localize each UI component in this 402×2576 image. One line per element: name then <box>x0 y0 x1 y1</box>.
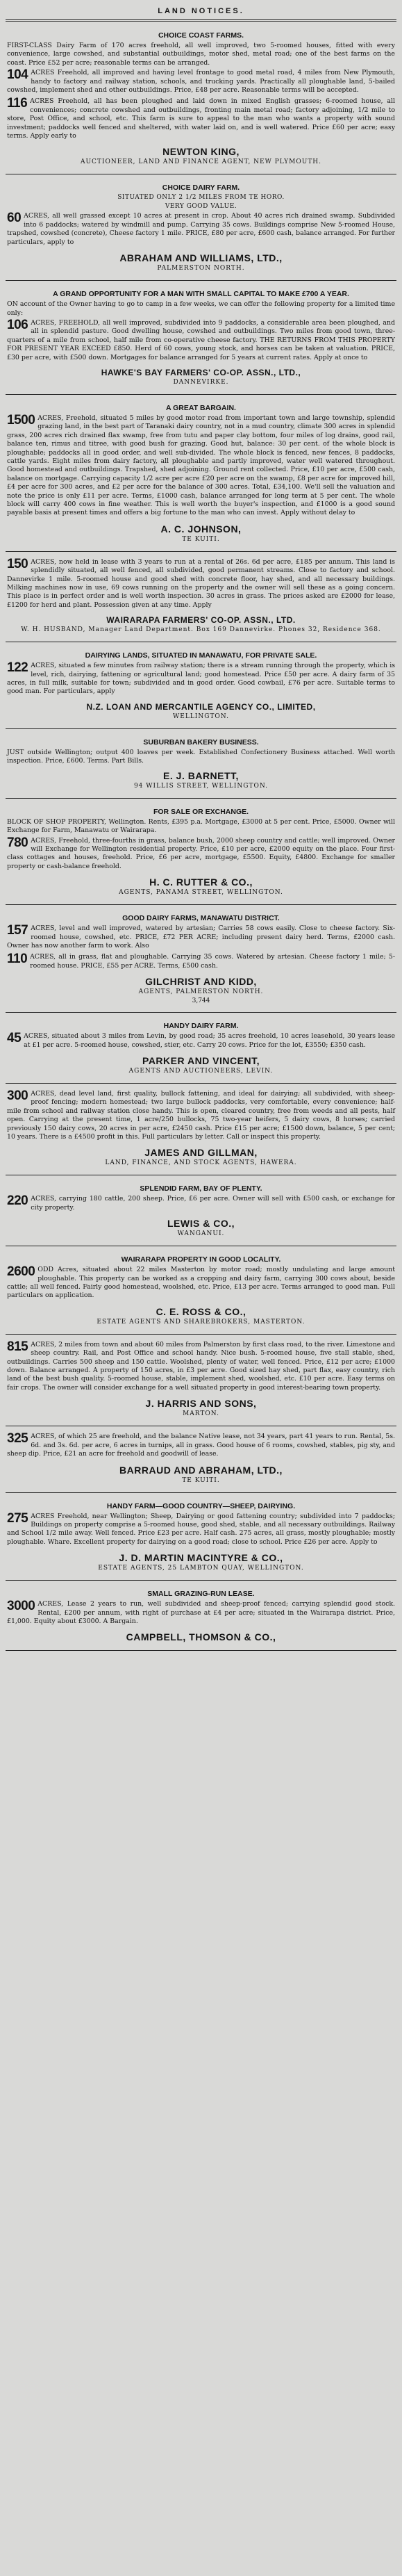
agent-address: WELLINGTON. <box>173 712 229 720</box>
advert-choice-coast-farms <box>6 26 396 170</box>
advert-divider <box>6 394 396 395</box>
advert-divider <box>6 798 396 799</box>
advert-paragraph <box>7 1433 395 1458</box>
advert-title: CHOICE COAST FARMS. <box>158 31 244 40</box>
agent-address: W. H. HUSBAND, Manager Land Department. Box 169 Dannevirke. Phones 32, Residence 368. <box>21 626 381 634</box>
acreage-figure: 106 <box>7 317 28 332</box>
advert-paragraph <box>7 42 395 67</box>
agent-name: J. HARRIS AND SONS, <box>145 1398 257 1410</box>
advert-divider <box>6 728 396 729</box>
advert-body-text: ACRES, of which 25 are freehold, and the balance Native lease, not 34 years, part 41 years to run. Rental, 5s. 6d. and 3s. 6d. per acre, 6 acres in turnips, all in grass. Good house of 6 rooms, cowshed, stables, pig sty, and sheep dip. Price, £21 an acre for freehold and goodwill of lease. <box>7 1433 395 1458</box>
acreage-figure: 2600 <box>7 1264 35 1280</box>
acreage-figure: 104 <box>7 67 28 83</box>
advert-body-text: ACRES, now held in lease with 3 years to run at a rental of 26s. 6d per acre, £185 per annum. This land is splendidly situated, all well fenced, all subdivided, good permanent streams. Close to factory and school. Dannevirke 1 mile. 5-roomed house and good shed with concrete floor, hay shed, and all necessary buildings. Milking machines now in use, 69 cows running on the property and the owner will sell these as a going concern. This place is in perfect order and is well worth inspection. 30 acres in grass. The prices asked are £2000 for lease, £1200 for herd and plant. Possession given at any time. Apply <box>7 557 395 609</box>
advert-paragraph <box>7 319 395 362</box>
agent-name: J. D. MARTIN MACINTYRE & CO., <box>119 1552 283 1564</box>
advert-paragraph <box>7 1341 395 1392</box>
advert-paragraph <box>7 1510 395 1547</box>
agent-address: PALMERSTON NORTH. <box>157 265 245 272</box>
acreage-figure: 122 <box>7 660 28 676</box>
agent-address: LAND, FINANCE, AND STOCK AGENTS, HAWERA. <box>105 1159 297 1167</box>
advert-body-text: ACRES, all in grass, flat and ploughable. Carrying 35 cows. Watered by artesian. Cheese factory 1 mile; 5-roomed house. PRICE, £55 per ACRE. Terms, £500 cash. <box>30 953 395 970</box>
agent-name: LEWIS & CO., <box>167 1218 235 1230</box>
advert-title: WAIRARAPA PROPERTY IN GOOD LOCALITY. <box>121 1255 281 1264</box>
advert-dairying-lands-nz <box>6 646 396 725</box>
agent-name: HAWKE'S BAY FARMERS' CO-OP. ASSN., LTD., <box>101 367 301 377</box>
advert-wairarapa-farmers <box>6 555 396 638</box>
advert-divider <box>6 1334 396 1335</box>
acreage-figure: 157 <box>7 923 28 938</box>
advert-body-text: FIRST-CLASS Dairy Farm of 170 acres freehold, all well improved, two 5-roomed houses, fitted with every convenience, large cowshed, and substantial outbuildings, motor shed, metal road; one of the best farms on the coast. Price £52 per acre; reasonable terms can be arranged. <box>7 42 395 67</box>
advert-paragraph <box>7 749 395 766</box>
acreage-figure: 3000 <box>7 1599 35 1614</box>
acreage-figure: 275 <box>7 1510 28 1526</box>
advert-reference: 3,744 <box>192 997 210 1005</box>
agent-address: AGENTS AND AUCTIONEERS, LEVIN. <box>128 1067 274 1075</box>
advert-divider <box>6 551 396 552</box>
acreage-figure: 220 <box>7 1193 28 1209</box>
acreage-figure: 150 <box>7 556 28 571</box>
agent-name: E. J. BARNETT, <box>163 769 239 781</box>
advert-small-grazing-run <box>6 1584 396 1647</box>
agent-name: WAIRARAPA FARMERS' CO-OP. ASSN., LTD. <box>106 615 296 626</box>
agent-address: ESTATE AGENTS, 25 LAMBTON QUAY, WELLINGTON. <box>98 1565 304 1572</box>
advert-body-text: ACRES, Lease 2 years to run, well subdivided and sheep-proof fenced; carrying splendid good stock. Rental, £200 per annum, with right of purchase at £4 per acre; situated in the Wairarapa district. Price, £1,000. Equity about £3000. A Bargain. <box>7 1600 395 1625</box>
advert-handy-dairy-farm <box>6 1016 396 1079</box>
advert-body-text: ACRES, Freehold, situated 5 miles by good motor road from important town and large township, splendid grazing land, in the best part of Taranaki dairy country, not in a mud country, climate 300 acres in splendid grass, 200 acres rich drained flax swamp, free from tutu and paper clay bottom, four miles of log drains, good rail, balance ten, rimus and titree, with good bush for grazing. Good hut, balance: 30 per cent. of the whole block is ploughable; paddocks all in good order, and well sub-divided. The whole block is fenced, new fences, 8 paddocks, cattle yards. Eight miles from dairy factory, all ploughable and partly improved, water well watered throughout. Good homestead and outbuildings. Trapshed, shed adjoining. Ground rent collected. Price, £10 per acre, £500 cash, balance on mortgage. Carrying capacity 1/2 acre per acre £20 per acre on the swamp, £8 per acre for improved hill, £4 per acre for 300 acres, and £2 per acre for the balance of 300 acres. Total, £34,100. We'll sell the valuation and note the price is only £11 per acre. Terms, £1000 cash, balance arranged for long term at 5 per cent. The whole block will carry 400 cows in fine weather. This is well worth the buyer's inspection, and £1000 is a good sound payable basis at present times and offers a big fortune to the man who can invest. Apply without delay to <box>7 414 395 517</box>
advert-paragraph <box>7 69 395 95</box>
advert-body-text: ACRES, situated a few minutes from railway station; there is a stream running through the property, which is level, rich, dairying, fattening or agricultural land; good homestead. Price £50 per acre. A dairy farm of 35 acres, in full milk, suitable for town; subdivided and in good order. Good cowbail, £76 per acre. Suitable terms to good man. For particulars, apply <box>7 662 395 696</box>
advert-paragraph <box>7 97 395 140</box>
advert-body-text: ODD Acres, situated about 22 miles Masterton by motor road; mostly undulating and large amount ploughable. This property can be worked as a cropping and dairy farm, carrying 300 cows about, beside cattle; all well fenced. Fairly good homestead, woolshed, etc. Price, £13 per acre. Terms arranged to good man. Full particulars on application. <box>7 1266 395 1300</box>
advert-body-text: ACRES, carrying 180 cattle, 200 sheep. Price, £6 per acre. Owner will sell with £500 cash, or exchange for city property. <box>31 1195 395 1212</box>
acreage-figure: 300 <box>7 1088 28 1103</box>
advert-paragraph <box>7 1032 395 1050</box>
ads-container <box>6 26 396 1651</box>
agent-address: DANNEVIRKE. <box>173 378 229 386</box>
agent-address: AUCTIONEER, LAND AND FINANCE AGENT, NEW PLYMOUTH. <box>80 158 322 166</box>
advert-divider <box>6 1650 396 1651</box>
advert-body-text: ACRES, level and well improved, watered by artesian; Carries 58 cows easily. Close to cheese factory. Six-roomed house, cowshed, etc. PRICE, £72 PER ACRE; including present dairy herd. Terms, £2000 cash. Owner has now another farm to work. Also <box>7 924 395 949</box>
advert-title: CHOICE DAIRY FARM. <box>162 184 240 193</box>
advert-body-text: ACRES Freehold, all improved and having level frontage to good metal road, 4 miles from New Plymouth, handy to factory and railway station, schools, and trucking yards. Practically all ploughable land, 5-bailed cowshed, implement shed and other outbuildings. Price, £48 per acre. Reasonable terms will be accepted. <box>7 69 395 95</box>
advert-body-text: ACRES Freehold, near Wellington; Sheep, Dairying or good fattening country; subdivided into 7 paddocks; Buildings on property comprise a 5-roomed house, good shed, stable, and all necessary outbuildings. Railway and School 1/2 mile away. Well fenced. Price £23 per acre. Half cash. 275 acres, all grass, mostly ploughable; mostly ploughable. Whare. Excellent property for dairying on a good road; close to school. Price £26 per acre. Apply to <box>7 1512 395 1546</box>
acreage-figure: 325 <box>7 1431 28 1446</box>
advert-barraud-and-abraham <box>6 1430 396 1488</box>
agent-name: C. E. ROSS & CO., <box>156 1305 246 1317</box>
agent-name: GILCHRIST AND KIDD, <box>145 976 257 988</box>
acreage-figure: 116 <box>7 96 28 111</box>
agent-name: N.Z. LOAN AND MERCANTILE AGENCY CO., LIMITED, <box>86 701 316 712</box>
advert-paragraph <box>7 662 395 696</box>
advert-paragraph <box>7 1266 395 1301</box>
land-notices-page <box>6 0 396 1651</box>
agent-name: H. C. RUTTER & CO., <box>149 877 253 888</box>
acreage-figure: 110 <box>7 952 28 967</box>
advert-title: A GREAT BARGAIN. <box>166 403 236 412</box>
advert-for-sale-exchange <box>6 802 396 901</box>
advert-body-text: ACRES, dead level land, first quality, bullock fattening, and ideal for dairying; all subdivided, with sheep-proof fencing; modern homestead; two large bullock paddocks, very comfortable, every convenience; half-mile from school and railway station close handy. This is open, cleared country, free from weeds and all pests, half open. Carrying at the present time, 1 acre/250 bullocks, 75 two-year heifers, 5 dairy cows, 8 horses; carried previously 150 dairy cows, 20 acres in per acre, £2450 cash. Price £15 per acre; £1500 down, balance, 5 per cent; 10 years. There is a £4500 profit in this. Full particulars by letter. Call or inspect this property. <box>7 1089 395 1141</box>
advert-paragraph <box>7 1090 395 1141</box>
advert-paragraph <box>7 837 395 872</box>
advert-subtitle-2: VERY GOOD VALUE. <box>165 203 237 211</box>
agent-name: BARRAUD AND ABRAHAM, LTD., <box>119 1464 283 1476</box>
column-title: LAND NOTICES. <box>158 7 244 15</box>
acreage-figure: 1500 <box>7 412 35 427</box>
agent-address: TE KUITI. <box>182 1476 220 1484</box>
advert-divider <box>6 904 396 905</box>
agent-name: A. C. JOHNSON, <box>160 523 242 535</box>
advert-subtitle: SITUATED ONLY 2 1/2 MILES FROM TE HORO. <box>117 194 285 202</box>
advert-body-text: ACRES, all well grassed except 10 acres at present in crop. About 40 acres rich drained swamp. Subdivided into 6 paddocks; watered by windmill and pump. Carrying 35 cows. Buildings comprise New 5-roomed House, trapshed, cowshed (concrete), Cheese factory 1 mile. PRICE, £80 per acre, £600 cash, balance arranged. For further particulars, apply to <box>7 212 395 246</box>
advert-paragraph <box>7 1600 395 1626</box>
advert-title: DAIRYING LANDS, SITUATED IN MANAWATU, FOR PRIVATE SALE. <box>85 651 317 660</box>
acreage-figure: 60 <box>7 211 22 226</box>
advert-body-text: ACRES, FREEHOLD, all well improved, subdivided into 9 paddocks, a considerable area been ploughed, and all in splendid pasture. Good dwelling house, cowshed and outbuildings. Two miles from good town, three-quarters of a mile from school, half mile from co-operative cheese factory. THE RETURNS FROM THIS PROPERTY FOR PRESENT YEAR EXCEED £850. Herd of 60 cows, young stock, and horses can be taken at valuation. PRICE, £30 per acre, with £500 down. Mortgages for balance arranged for 5 years at current rates. Apply at once to <box>7 318 395 361</box>
advert-paragraph <box>7 414 395 518</box>
advert-divider <box>6 1492 396 1493</box>
advert-title: HANDY DAIRY FARM. <box>163 1022 239 1031</box>
advert-body-text: BLOCK OF SHOP PROPERTY, Wellington. Rents, £395 p.a. Mortgage, £3000 at 5 per cent. Price, £5000. Owner will Exchange for Farm, Manawatu or Wairarapa. <box>7 817 395 835</box>
advert-paragraph <box>7 212 395 247</box>
advert-body-text: ACRES, Freehold, three-fourths in grass, balance bush, 2000 sheep country and cattle; well improved. Owner will Exchange for Wellington residential property. Price, £10 per acre, £2000 equity on the place. Four first-class cottages and houses, freehold. Price, £6 per acre, mortgage, £5500. Equity, £4800. Exchange for smaller property or cash-balance freehold. <box>7 836 395 870</box>
advert-divider <box>6 280 396 281</box>
advert-title: FOR SALE OR EXCHANGE. <box>153 807 249 816</box>
advert-body-text: ACRES Freehold, all has been ploughed and laid down in mixed English grasses; 6-roomed house, all conveniences; concrete cowshed and outbuildings, fronting main metal road; factory adjoining, 1/2 mile to store, Post Office, and school, etc. This farm is sure to appeal to the man who wants a property with sound investment; paddocks well fenced and sheltered, with water laid on, and is well watered. Price £60 per acre; easy terms. Apply early to <box>7 97 395 140</box>
advert-divider <box>6 1083 396 1084</box>
agent-address: AGENTS, PANAMA STREET, WELLINGTON. <box>119 889 283 897</box>
advert-body-text: ACRES, situated about 3 miles from Levin, by good road; 35 acres freehold, 10 acres leasehold, 30 years lease at £1 per acre. 5-roomed house, cowshed, stier, etc. Carry 20 cows. Price for the lot, £3550; £350 cash. <box>24 1032 395 1049</box>
advert-paragraph <box>7 1195 395 1212</box>
advert-title: SPLENDID FARM, BAY OF PLENTY. <box>140 1184 262 1193</box>
advert-james-and-gillman <box>6 1087 396 1171</box>
advert-body-text: ON account of the Owner having to go to camp in a few weeks, we can offer the following property for a limited time only: <box>7 300 395 317</box>
advert-title: HANDY FARM—GOOD COUNTRY—SHEEP, DAIRYING. <box>106 1501 296 1510</box>
agent-address: AGENTS, PALMERSTON NORTH. <box>138 988 264 996</box>
agent-address: 94 WILLIS STREET, WELLINGTON. <box>133 782 269 790</box>
agent-address: WANGANUI. <box>177 1230 225 1238</box>
agent-name: PARKER AND VINCENT, <box>142 1054 260 1066</box>
advert-title: SUBURBAN BAKERY BUSINESS. <box>143 737 259 747</box>
advert-divider <box>6 1012 396 1013</box>
advert-paragraph <box>7 558 395 610</box>
advert-choice-dairy-farm-hoho <box>6 178 396 277</box>
agent-address: MARTON. <box>183 1410 219 1418</box>
advert-body-text: ACRES, 2 miles from town and about 60 miles from Palmerston by first class road, to the river. Limestone and sheep country. Rail, and Post Office and school handy. Nice bush. 5-roomed house, five stall stable, shed, outbuildings. Carries 500 sheep and 150 cattle. Woolshed, plenty of water, well fenced. Price, £12 per acre; £1000 down. Balance arranged. A property of 150 acres, in £3 per acre. Good sized hay shed, part flax, easy country, rich land of the best bush quality. 5-roomed house, stable, implement shed, woolshed, etc. £10 per acre. Easy terms on fair crops. The owner will consider exchange for a well situated property in good interest-bearing town property. <box>7 1340 395 1392</box>
advert-good-dairy-farms-manawatu <box>6 908 396 1009</box>
advert-title: A GRAND OPPORTUNITY FOR A MAN WITH SMALL CAPITAL TO MAKE £700 A YEAR. <box>53 290 349 299</box>
advert-body-text: JUST outside Wellington; output 400 loaves per week. Established Confectionery Business attached. Well worth inspection. Price, £600. Terms. Part Bills. <box>7 748 395 765</box>
advert-suburban-bakery <box>6 733 396 794</box>
agent-name: ABRAHAM AND WILLIAMS, LTD., <box>119 252 283 264</box>
advert-paragraph <box>7 300 395 318</box>
advert-handy-farm-good-country <box>6 1497 396 1577</box>
advert-grand-opportunity <box>6 284 396 391</box>
agent-name: NEWTON KING, <box>162 146 240 158</box>
advert-title: SMALL GRAZING-RUN LEASE. <box>147 1590 255 1599</box>
divider <box>6 19 396 22</box>
advert-wairarapa-good-locality <box>6 1250 396 1330</box>
advert-title: GOOD DAIRY FARMS, MANAWATU DISTRICT. <box>122 914 280 923</box>
acreage-figure: 815 <box>7 1339 28 1354</box>
acreage-figure: 780 <box>7 835 28 850</box>
advert-splendid-farm-plenty <box>6 1179 396 1242</box>
advert-paragraph <box>7 924 395 950</box>
agent-address: TE KUITI. <box>182 535 220 543</box>
advert-paragraph <box>7 953 395 970</box>
agent-name: JAMES AND GILLMAN, <box>144 1147 258 1159</box>
agent-address: ESTATE AGENTS AND SHAREBROKERS, MASTERTON. <box>97 1318 305 1326</box>
advert-great-bargain <box>6 398 396 548</box>
acreage-figure: 45 <box>7 1031 22 1046</box>
agent-name: CAMPBELL, THOMSON & CO., <box>126 1631 276 1643</box>
advert-harris-and-sons <box>6 1338 396 1422</box>
advert-divider <box>6 1580 396 1581</box>
advert-paragraph <box>7 818 395 835</box>
